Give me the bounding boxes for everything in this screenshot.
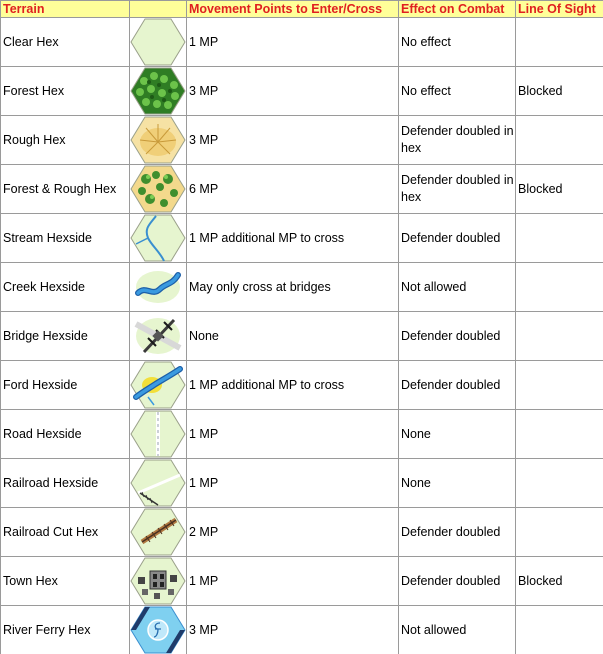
terrain-name: Ford Hexside (1, 361, 130, 410)
creek-hexside-icon (130, 263, 186, 311)
ford-hexside-icon (130, 361, 186, 409)
table-row (1, 557, 603, 606)
header-icon (130, 1, 187, 18)
line-of-sight (516, 410, 603, 459)
terrain-name: Creek Hexside (1, 263, 130, 312)
combat-effect: None (399, 410, 516, 459)
table-row (1, 165, 603, 214)
header-combat: Effect on Combat (399, 1, 516, 18)
movement-cost: 1 MP (187, 557, 399, 606)
combat-effect: Not allowed (399, 606, 516, 654)
terrain-name: River Ferry Hex (1, 606, 130, 654)
movement-cost: 2 MP (187, 508, 399, 557)
railroad-cut-hex-icon (130, 508, 186, 556)
combat-effect: Defender doubled (399, 508, 516, 557)
line-of-sight: Blocked (516, 67, 603, 116)
header-row (1, 1, 603, 18)
combat-effect: Defender doubled (399, 361, 516, 410)
combat-effect: No effect (399, 18, 516, 67)
movement-cost: None (187, 312, 399, 361)
terrain-name: Rough Hex (1, 116, 130, 165)
forest-rough-hex-icon (130, 165, 186, 213)
bridge-hexside-icon (130, 312, 186, 360)
rough-hex-icon (130, 116, 186, 164)
combat-effect: Not allowed (399, 263, 516, 312)
line-of-sight (516, 459, 603, 508)
header-los: Line Of Sight (516, 1, 603, 18)
terrain-name: Forest Hex (1, 67, 130, 116)
combat-effect: Defender doubled (399, 312, 516, 361)
movement-cost: 1 MP (187, 410, 399, 459)
river-ferry-hex-icon (130, 606, 186, 654)
movement-cost: 1 MP (187, 18, 399, 67)
table-row (1, 263, 603, 312)
table-row (1, 214, 603, 263)
table-row (1, 410, 603, 459)
table-row (1, 508, 603, 557)
header-terrain: Terrain (1, 1, 130, 18)
line-of-sight (516, 361, 603, 410)
movement-cost: 3 MP (187, 606, 399, 654)
stream-hexside-icon (130, 214, 186, 262)
forest-hex-icon (130, 67, 186, 115)
terrain-name: Stream Hexside (1, 214, 130, 263)
town-hex-icon (130, 557, 186, 605)
movement-cost: 3 MP (187, 67, 399, 116)
table-row (1, 312, 603, 361)
line-of-sight (516, 214, 603, 263)
terrain-name: Clear Hex (1, 18, 130, 67)
combat-effect: Defender doubled in hex (399, 116, 516, 165)
road-hexside-icon (130, 410, 186, 458)
line-of-sight: Blocked (516, 165, 603, 214)
movement-cost: 6 MP (187, 165, 399, 214)
terrain-name: Road Hexside (1, 410, 130, 459)
movement-cost: May only cross at bridges (187, 263, 399, 312)
table-row (1, 18, 603, 67)
terrain-name: Town Hex (1, 557, 130, 606)
line-of-sight (516, 508, 603, 557)
terrain-name: Railroad Cut Hex (1, 508, 130, 557)
combat-effect: None (399, 459, 516, 508)
table-row (1, 606, 603, 654)
movement-cost: 1 MP additional MP to cross (187, 214, 399, 263)
combat-effect: Defender doubled in hex (399, 165, 516, 214)
table-row (1, 67, 603, 116)
table-row (1, 116, 603, 165)
combat-effect: Defender doubled (399, 557, 516, 606)
line-of-sight: Blocked (516, 557, 603, 606)
table-row (1, 361, 603, 410)
line-of-sight (516, 18, 603, 67)
header-movement: Movement Points to Enter/Cross (187, 1, 399, 18)
terrain-name: Forest & Rough Hex (1, 165, 130, 214)
movement-cost: 1 MP (187, 459, 399, 508)
combat-effect: No effect (399, 67, 516, 116)
movement-cost: 1 MP additional MP to cross (187, 361, 399, 410)
terrain-name: Railroad Hexside (1, 459, 130, 508)
combat-effect: Defender doubled (399, 214, 516, 263)
line-of-sight (516, 312, 603, 361)
terrain-name: Bridge Hexside (1, 312, 130, 361)
railroad-hexside-icon (130, 459, 186, 507)
clear-hex-icon (130, 18, 186, 66)
table-row (1, 459, 603, 508)
line-of-sight (516, 606, 603, 654)
line-of-sight (516, 263, 603, 312)
line-of-sight (516, 116, 603, 165)
movement-cost: 3 MP (187, 116, 399, 165)
